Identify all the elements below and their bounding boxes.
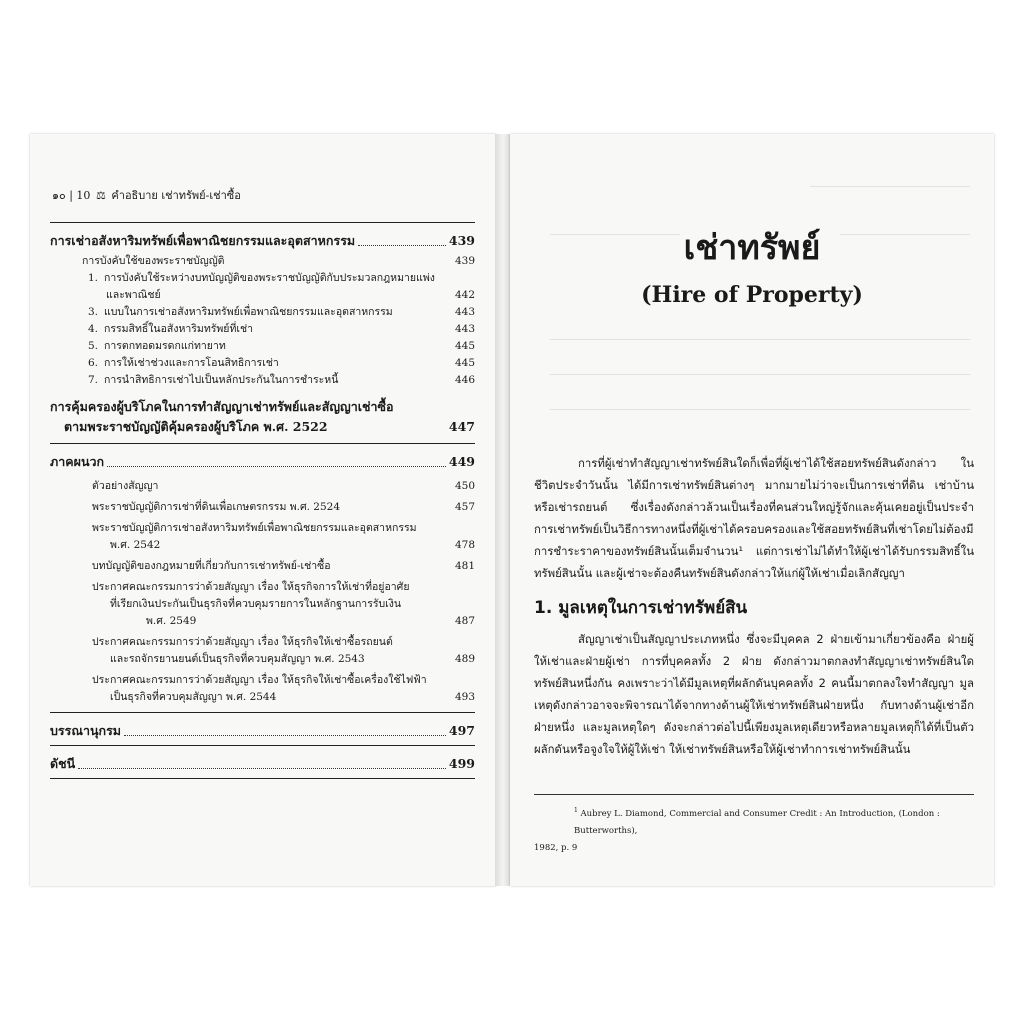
footnote-line: 1982, p. 9 [534,842,578,853]
running-header [52,186,241,204]
section-heading: 1. มูลเหตุในการเช่าทรัพย์สิน [534,598,748,618]
chapter-subtitle: (Hire of Property) [641,282,863,308]
toc-section [50,397,475,437]
divider [50,222,475,223]
toc-item: พระราชบัญญัติการเช่าที่ดินเพื่อเกษตรกรรม พ.ศ. 2524 457 [92,501,475,513]
toc-section [50,233,475,249]
footnote [534,802,974,857]
right-page [510,134,994,886]
toc-section-title: ดัชนี [50,756,76,771]
toc-item: ตัวอย่างสัญญา 450 [92,480,475,492]
divider [50,712,475,713]
toc-page-number: 497 [448,723,475,738]
toc-page-number: 449 [448,454,475,469]
toc-section-title-line2: ตามพระราชบัญญัติคุ้มครองผู้บริโภค พ.ศ. 2522 [64,419,328,434]
footnote-line: Aubrey L. Diamond, Commercial and Consumer Credit : An Introduction, (London : Butterworths), [574,808,940,836]
toc-item: 1. การบังคับใช้ระหว่างบทบัญญัติของพระราชบัญญัติกับประมวลกฎหมายแพ่ง และพาณิชย์ 442 [88,272,475,301]
toc-item: 6. การให้เช่าช่วงและการโอนสิทธิการเช่า 445 [88,357,475,369]
toc-section-title: การเช่าอสังหาริมทรัพย์เพื่อพาณิชยกรรมและอุตสาหกรรม [50,233,356,248]
toc-section-title: ภาคผนวก [50,454,105,469]
toc-section-title: การคุ้มครองผู้บริโภคในการทำสัญญาเช่าทรัพย์และสัญญาเช่าซื้อ [50,399,394,414]
footnote-mark: 1 [574,807,578,814]
divider [50,778,475,779]
toc-item: 5. การตกทอดมรดกแก่ทายาท 445 [88,340,475,352]
running-header-title: คำอธิบาย เช่าทรัพย์-เช่าซื้อ [111,189,241,202]
page-number-header: ๑๐ | 10 [52,189,91,202]
toc-section [50,723,475,739]
toc-page-number: 499 [448,756,475,771]
left-page [30,134,496,886]
body-paragraph: สัญญาเช่าเป็นสัญญาประเภทหนึ่ง ซึ่งจะมีบุคคล 2 ฝ่ายเข้ามาเกี่ยวข้องคือ ฝ่ายผู้ให้เช่าและฝ่ายผู้เช่า การที่บุคคลทั้ง 2 ฝ่าย ดังกล่าวมาตกลงทำสัญญาเช่าทรัพย์สินใดทรัพย์สินหนึ่งกัน คงเพราะว่าได้มีมูลเหตุที่ผลักดันบุคคลทั้ง 2 คนนี้มาตกลงใจทำสัญญา มูลเหตุดังกล่าวอาจจะพิจารณาได้จากทางด้านผู้ให้เช่าทรัพย์สินฝ่ายหนึ่ง กับทางด้านผู้เช่าอีกฝ่ายหนึ่ง และมูลเหตุใดๆ ดังจะกล่าวต่อไปนี้เพียงมูลเหตุเดียวหรือหลายมูลเหตุก็ได้ที่เป็นตัวผลักดันหรือจูงใจให้ผู้ให้เช่า ให้เช่าทรัพย์สินหรือให้ผู้เช่าทำการเช่าทรัพย์สินนั้น [534,632,974,756]
toc-item: ประกาศคณะกรรมการว่าด้วยสัญญา เรื่อง ให้ธุรกิจให้เช่าซื้อรถยนต์ และรถจักรยานยนต์เป็นธุรกิจที่ควบคุมสัญญา พ.ศ. 2543 489 [92,636,475,665]
toc-item: การบังคับใช้ของพระราชบัญญัติ 439 [82,255,475,267]
toc-item: พระราชบัญญัติการเช่าอสังหาริมทรัพย์เพื่อพาณิชยกรรมและอุตสาหกรรม พ.ศ. 2542 478 [92,522,475,551]
table-of-contents [50,222,475,789]
toc-item: 7. การนำสิทธิการเช่าไปเป็นหลักประกันในการชำระหนี้ 446 [88,374,475,386]
toc-page-number: 447 [448,419,475,434]
divider [50,745,475,746]
body-paragraph: การที่ผู้เช่าทำสัญญาเช่าทรัพย์สินใดก็เพื่อที่ผู้เช่าได้ใช้สอยทรัพย์สินดังกล่าว ในชีวิตประจำวันนั้น ได้มีการเช่าทรัพย์สินต่างๆ มากมายไม่ว่าจะเป็นการเช่าที่ดิน เช่าบ้าน หรือเช่ารถยนต์ ซึ่งเรื่องดังกล่าวล้วนเป็นเรื่องที่คนส่วนใหญ่รู้จักและคุ้นเคยอยู่เป็นประจำ การเช่าทรัพย์เป็นวิธีการทางหนึ่งที่ผู้เช่าได้ครอบครองและใช้สอยทรัพย์สินที่เช่าโดยไม่ต้องมีการชำระราคาของทรัพย์สินนั้นเต็มจำนวน¹ แต่การเช่าไม่ได้ทำให้ผู้เช่าได้รับกรรมสิทธิ์ในทรัพย์สินนั้น และผู้เช่าจะต้องคืนทรัพย์สินดังกล่าวให้แก่ผู้ให้เช่าเมื่อเลิกสัญญา [534,456,974,580]
toc-item: 3. แบบในการเช่าอสังหาริมทรัพย์เพื่อพาณิชยกรรมและอุตสาหกรรม 443 [88,306,475,318]
toc-section [50,756,475,772]
toc-item: ประกาศคณะกรรมการว่าด้วยสัญญา เรื่อง ให้ธุรกิจให้เช่าซื้อเครื่องใช้ไฟฟ้า เป็นธุรกิจที่ควบคุมสัญญา พ.ศ. 2544 493 [92,674,475,703]
book-gutter [495,134,511,886]
toc-item: 4. กรรมสิทธิ์ในอสังหาริมทรัพย์ที่เช่า 443 [88,323,475,335]
scales-logo-icon: ⚖ [95,189,106,202]
toc-item: บทบัญญัติของกฎหมายที่เกี่ยวกับการเช่าทรัพย์-เช่าซื้อ 481 [92,560,475,572]
footnote-divider [534,794,974,795]
toc-section-title: บรรณานุกรม [50,723,122,738]
toc-page-number: 439 [448,233,475,248]
chapter-title: เช่าทรัพย์ [683,228,821,268]
toc-section [50,454,475,470]
divider [50,443,475,444]
toc-item: ประกาศคณะกรรมการว่าด้วยสัญญา เรื่อง ให้ธุรกิจการให้เช่าที่อยู่อาศัย ที่เรียกเงินประกันเป็นธุรกิจที่ควบคุมรายการในหลักฐานการรับเงิน พ.ศ. 2549 487 [92,581,475,627]
